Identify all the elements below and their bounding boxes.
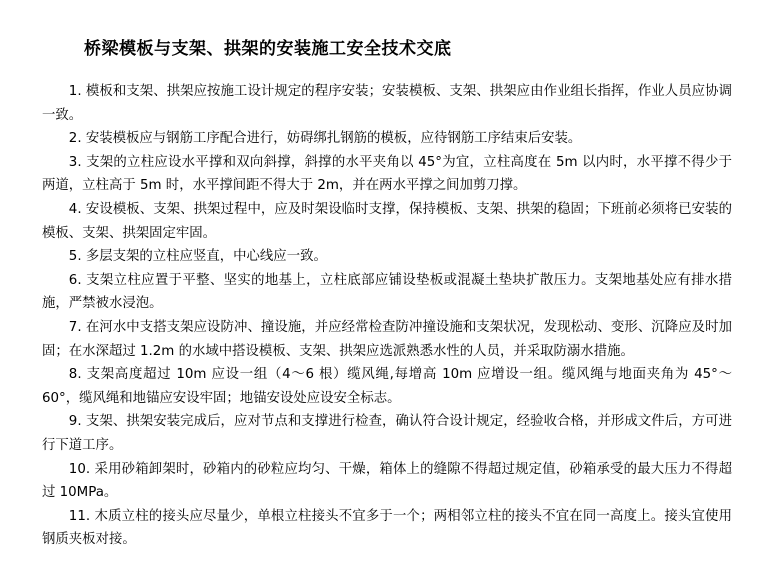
list-item: 3. 支架的立柱应设水平撑和双向斜撑，斜撑的水平夹角以 45°为宜，立柱高度在 5m 以内时，水平撑不得少于两道，立柱高于 5m 时，水平撑间距不得大于 2m，并在两水平撑之间加剪刀撑。 [42,154,732,194]
list-item: 5. 多层支架的立柱应竖直，中心线应一致。 [68,249,327,265]
list-item: 9. 支架、拱架安装完成后，应对节点和支撑进行检查，确认符合设计规定，经验收合格，并形成文件后，方可进行下道工序。 [42,414,732,453]
list-item: 6. 支架立柱应置于平整、坚实的地基上，立柱底部应铺设垫板或混凝土垫块扩散压力。支架地基处应有排水措施，严禁被水浸泡。 [42,272,732,312]
list-item: 2. 安装模板应与钢筋工序配合进行，妨碍绑扎钢筋的模板，应待钢筋工序结束后安装。 [68,131,582,147]
list-item: 11. 木质立柱的接头应尽量少，单根立柱接头不宜多于一个；两相邻立柱的接头不宜在同一高度上。接头宜使用钢质夹板对接。 [42,508,732,548]
list-item: 7. 在河水中支搭支架应设防冲、撞设施，并应经常检查防冲撞设施和支架状况，发现松动、变形、沉降应及时加固；在水深超过 1.2m 的水域中搭设模板、支架、拱架应选派熟悉水性的人员，并采取防溺水措施。 [42,319,732,359]
list-item: 1. 模板和支架、拱架应按施工设计规定的程序安装；安装模板、支架、拱架应由作业组长指挥，作业人员应协调一致。 [42,84,732,123]
list-item: 4. 安设模板、支架、拱架过程中，应及时架设临时支撑，保持模板、支架、拱架的稳固；下班前必须将已安装的模板、支架、拱架固定牢固。 [42,201,732,241]
list-item: 10. 采用砂箱卸架时，砂箱内的砂粒应均匀、干燥，箱体上的缝隙不得超过规定值，砂箱承受的最大压力不得超过 10MPa。 [42,461,732,501]
document-body [42,80,732,552]
document-title: 桥梁模板与支架、拱架的安装施工安全技术交底 [84,39,452,59]
list-item: 8. 支架高度超过 10m 应设一组（4～6 根）缆风绳,每增高 10m 应增设一组。缆风绳与地面夹角为 45°～60°，缆风绳和地锚应安设牢固；地锚安设处应设安全标志。 [42,367,732,406]
